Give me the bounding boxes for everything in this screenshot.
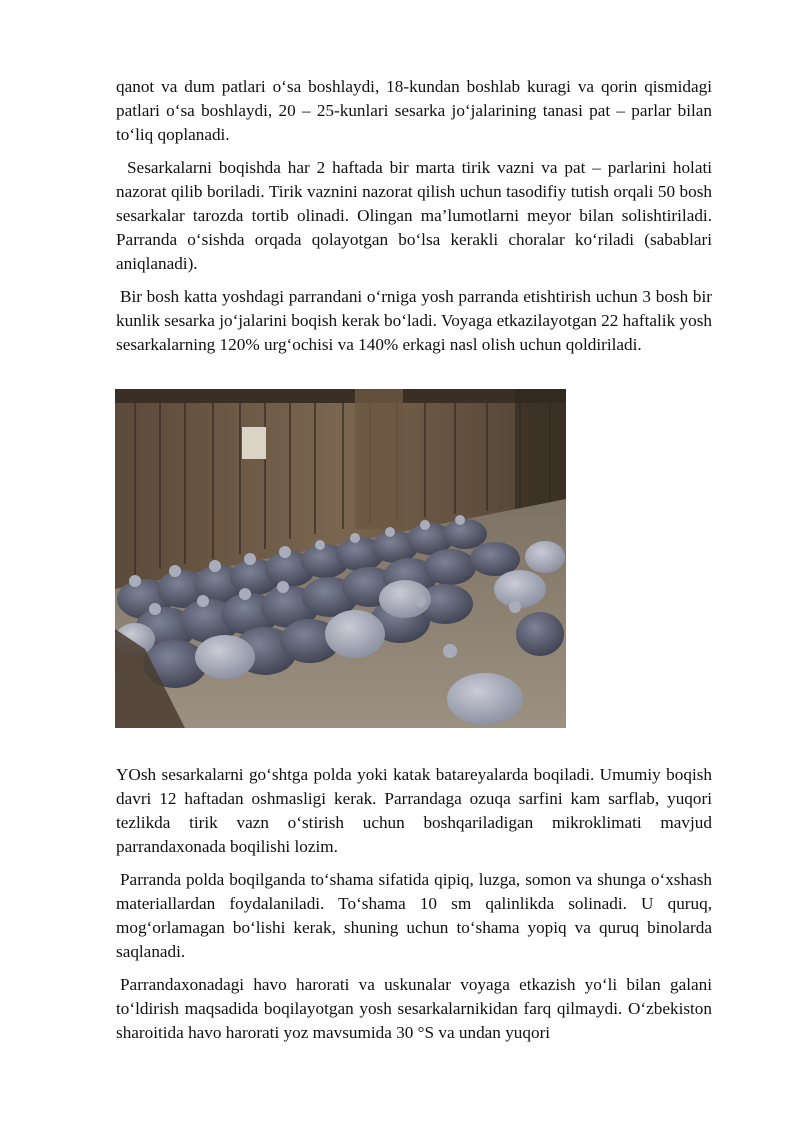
- paragraph: Parrandaxonadagi havo harorati va uskunalar voyaga etkazish yo‘li bilan galani to‘ldirish maqsadida boqilayotgan yosh sesarkalarnikidan farq qilmaydi. O‘zbekiston sharoitida havo harorati yoz mavsumida 30 °S va undan yuqori: [116, 975, 712, 1042]
- paragraph: qanot va dum patlari o‘sa boshlaydi, 18-kundan boshlab kuragi va qorin qismidagi patlari o‘sa boshlaydi, 20 – 25-kunlari sesarka jo‘jalarining tanasi pat – parlar bilan to‘liq qoplanadi.: [116, 77, 712, 144]
- paragraph: Parranda polda boqilganda to‘shama sifatida qipiq, luzga, somon va shunga o‘xshash materiallardan foydalaniladi. To‘shama 10 sm qalinlikda solinadi. U quruq, mog‘orlamagan bo‘lishi kerak, shuning uchun to‘shama yopiq va quruq binolarda saqlanadi.: [116, 870, 712, 961]
- guinea-fowl-photo: [115, 389, 566, 728]
- text-block-top: [116, 75, 712, 357]
- paragraph: Bir bosh katta yoshdagi parrandani o‘rniga yosh parranda etishtirish uchun 3 bosh bir kunlik sesarka jo‘jalarini boqish kerak bo‘ladi. Voyaga etkazilayotgan 22 haftalik yosh sesarkalarning 120% urg‘ochisi va 140% erkagi nasl olish uchun qoldiriladi.: [116, 287, 712, 354]
- paragraph: YOsh sesarkalarni go‘shtga polda yoki katak batareyalarda boqiladi. Umumiy boqish davri 12 haftadan oshmasligi kerak. Parrandaga ozuqa sarfini kam sarflab, yuqori tezlikda tirik vazn o‘stirish uchun boshqariladigan mikroklimati mavjud parrandaxonada boqilishi lozim.: [116, 765, 712, 856]
- text-block-bottom: [116, 763, 712, 1045]
- paragraph: Sesarkalarni boqishda har 2 haftada bir marta tirik vazni va pat – parlarini holati nazorat qilib boriladi. Tirik vaznini nazorat qilish uchun tasodifiy tutish orqali 50 bosh sesarkalar tarozda tortib olinadi. Olingan ma’lumotlarni meyor bilan solishtiriladi. Parranda o‘sishda orqada qolayotgan bo‘lsa kerakli choralar ko‘riladi (sabablari aniqlanadi).: [116, 158, 712, 273]
